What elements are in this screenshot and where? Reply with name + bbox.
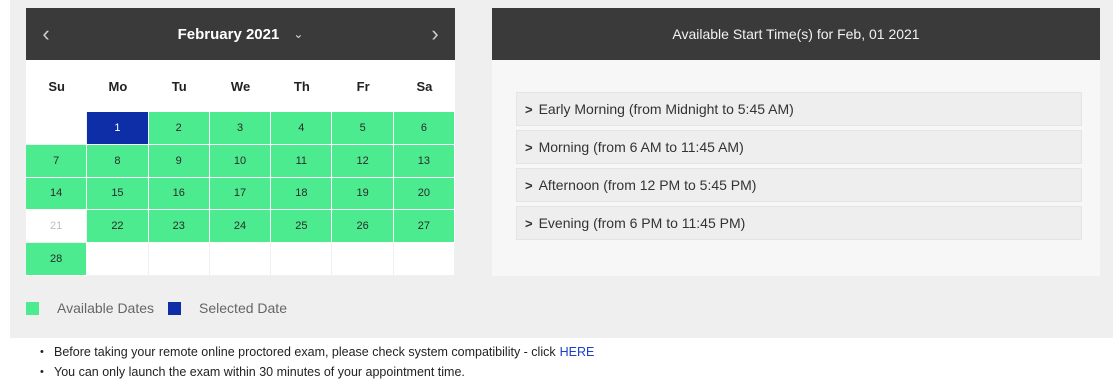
bullet-icon: • [40, 346, 44, 358]
calendar-day-14[interactable]: 14 [26, 178, 87, 211]
calendar-day-12[interactable]: 12 [332, 145, 393, 178]
chevron-right-icon: > [525, 215, 533, 231]
calendar-day-empty [271, 243, 332, 276]
time-slot-morning[interactable] [516, 130, 1082, 164]
time-slot-label: Evening (from 6 PM to 11:45 PM) [538, 215, 746, 231]
calendar [26, 8, 455, 276]
compatibility-link[interactable]: HERE [559, 345, 595, 359]
calendar-day-7[interactable]: 7 [26, 145, 87, 178]
calendar-day-empty [26, 112, 87, 145]
calendar-day-20[interactable]: 20 [394, 178, 455, 211]
month-label: February 2021 [177, 25, 280, 43]
calendar-day-26[interactable]: 26 [332, 210, 393, 243]
weekday-label: Tu [171, 78, 187, 94]
calendar-day-10[interactable]: 10 [210, 145, 271, 178]
calendar-day-9[interactable]: 9 [149, 145, 210, 178]
start-times-header: Available Start Time(s) for Feb, 01 2021 [492, 8, 1100, 60]
weekday-label: We [230, 78, 251, 94]
next-month-icon[interactable]: › [431, 21, 439, 46]
calendar-day-6[interactable]: 6 [394, 112, 455, 145]
available-swatch [26, 302, 39, 315]
time-slot-afternoon[interactable] [516, 168, 1082, 202]
calendar-day-27[interactable]: 27 [394, 210, 455, 243]
calendar-day-16[interactable]: 16 [149, 178, 210, 211]
time-slot-early-morning[interactable] [516, 92, 1082, 126]
calendar-day-18[interactable]: 18 [271, 178, 332, 211]
calendar-day-23[interactable]: 23 [149, 210, 210, 243]
calendar-day-empty [332, 243, 393, 276]
note-item [40, 342, 594, 362]
prev-month-icon[interactable]: ‹ [42, 21, 50, 46]
calendar-legend [26, 296, 287, 320]
weekday-label: Mo [108, 78, 128, 94]
calendar-day-empty [210, 243, 271, 276]
calendar-day-21: 21 [26, 210, 87, 243]
calendar-day-8[interactable]: 8 [87, 145, 148, 178]
weekday-header [26, 60, 455, 112]
calendar-day-17[interactable]: 17 [210, 178, 271, 211]
calendar-day-22[interactable]: 22 [87, 210, 148, 243]
exam-notes [40, 342, 594, 382]
launch-window-note: You can only launch the exam within 30 minutes of your appointment time. [54, 365, 465, 379]
calendar-day-13[interactable]: 13 [394, 145, 455, 178]
note-item [40, 362, 594, 382]
chevron-right-icon: > [525, 177, 533, 193]
calendar-day-28[interactable]: 28 [26, 243, 87, 276]
bullet-icon: • [40, 366, 44, 378]
chevron-right-icon: > [525, 101, 533, 117]
calendar-day-3[interactable]: 3 [210, 112, 271, 145]
calendar-day-11[interactable]: 11 [271, 145, 332, 178]
calendar-day-empty [394, 243, 455, 276]
calendar-day-2[interactable]: 2 [149, 112, 210, 145]
time-slot-label: Morning (from 6 AM to 11:45 AM) [538, 139, 744, 155]
calendar-day-25[interactable]: 25 [271, 210, 332, 243]
time-slot-label: Afternoon (from 12 PM to 5:45 PM) [538, 177, 757, 193]
weekday-label: Fr [356, 78, 370, 94]
calendar-day-15[interactable]: 15 [87, 178, 148, 211]
chevron-right-icon: > [525, 139, 533, 155]
weekday-label: Sa [416, 78, 433, 94]
time-slot-evening[interactable] [516, 206, 1082, 240]
calendar-day-empty [87, 243, 148, 276]
compatibility-note: Before taking your remote online proctored exam, please check system compatibility - click [54, 345, 556, 359]
available-legend-label: Available Dates [57, 300, 155, 316]
calendar-day-19[interactable]: 19 [332, 178, 393, 211]
selected-legend-label: Selected Date [199, 300, 287, 316]
time-slot-label: Early Morning (from Midnight to 5:45 AM) [538, 101, 794, 117]
calendar-day-4[interactable]: 4 [271, 112, 332, 145]
weekday-label: Th [293, 78, 310, 94]
month-selector[interactable] [26, 8, 455, 60]
selected-swatch [168, 302, 181, 315]
time-slot-list [492, 60, 1100, 240]
calendar-header [26, 8, 455, 60]
weekday-label: Su [48, 78, 65, 94]
start-times-panel [492, 8, 1100, 276]
calendar-day-5[interactable]: 5 [332, 112, 393, 145]
day-grid [26, 112, 455, 276]
calendar-day-24[interactable]: 24 [210, 210, 271, 243]
calendar-day-1[interactable]: 1 [87, 112, 148, 145]
chevron-down-icon: ⌄ [293, 27, 304, 41]
calendar-day-empty [149, 243, 210, 276]
